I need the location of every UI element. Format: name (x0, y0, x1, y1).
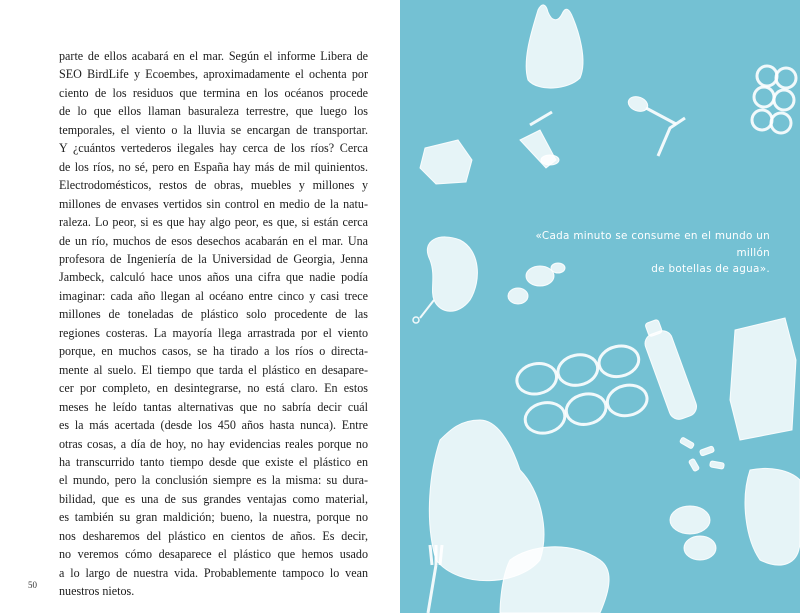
pull-quote (510, 228, 770, 278)
text-line: Jambeck, calculó hace unos años una cifra que nadie podía (59, 270, 368, 285)
text-line: ciento de los residuos que termina en los océanos procede (59, 85, 368, 100)
text-line: de un río, muchos de esos desechos acabarán en el mar. Una (59, 233, 368, 248)
text-line: de los ríos, no sé, pero en España hay más de mil quinientos. (59, 159, 368, 174)
balloon-icon (413, 237, 477, 323)
text-line: es también su gran maldición; bueno, la nuestra, porque no (59, 510, 368, 525)
water-jug-icon (500, 547, 609, 613)
text-line: a lo largo de nuestra vida. Probablemente tampoco lo vean (59, 565, 368, 580)
food-container-icon (730, 318, 796, 440)
pull-quote-line: «Cada minuto se consume en el mundo un millón (535, 230, 770, 259)
text-line: bilidad, que es una de sus grandes ventajas como material, (59, 491, 368, 506)
text-line: millones de toneladas de plástico solo procedente de las (59, 307, 368, 322)
text-line: temporales, el viento o la lluvia se encargan de transportar. (59, 122, 368, 137)
text-line: de lo que ellos llaman basuraleza terrestre, que luego los (59, 104, 368, 119)
plastic-bag-icon (526, 5, 583, 88)
text-line: es la más acertada (desde los 450 años hasta nunca). Entre (59, 418, 368, 433)
bottle-cap-pile-icon (670, 506, 716, 560)
text-line: nuestros nietos. (59, 584, 135, 599)
bent-straw-icon (658, 118, 685, 156)
text-line: SEO BirdLife y Ecoembes, aproximadamente el ochenta por (59, 67, 368, 82)
text-line: otras cosas, a día de hoy, no hay evidencias reales porque no (59, 436, 368, 451)
pull-quote-line: de botellas de agua». (651, 263, 770, 275)
cigarette-butts-icon (679, 437, 724, 472)
plastic-fork-icon (428, 545, 442, 613)
text-line: meses he leído tantas alternativas que no sabría decir cuál (59, 399, 368, 414)
text-line: Y ¿cuántos vertederos ilegales hay cerca de los ríos? Cerca (59, 141, 368, 156)
body-text (59, 47, 368, 601)
text-line: raleza. Lo peor, si es que hay algo peor, es que, si están cerca (59, 215, 368, 230)
text-line: ha transcurrido tanto tiempo desde que existe el plástico en (59, 454, 368, 469)
drinking-straw-icon (520, 112, 559, 168)
crumpled-wrapper-icon (420, 140, 472, 184)
text-line: no veremos cómo desaparece el plástico que hemos usado (59, 547, 368, 562)
six-pack-ring-icon (514, 342, 650, 436)
text-line: nos desharemos del plástico en cientos de años. Es decir, (59, 528, 368, 543)
text-line: porque, en muchos casos, se ha tirado a los ríos o directa- (59, 344, 368, 359)
six-pack-ring-icon (752, 66, 796, 133)
text-line: mente al suelo. El tiempo que tarda el plástico en desapare- (59, 362, 368, 377)
text-line: millones de envases vertidos sin control en medio de la natu- (59, 196, 368, 211)
page-number: 50 (28, 580, 37, 590)
plastic-bottle-icon (638, 317, 699, 422)
text-line: el mundo, pero la conclusión siempre es la misma: su dura- (59, 473, 368, 488)
right-page (400, 0, 800, 613)
plastic-spoon-icon (626, 94, 676, 124)
text-line: profesora de Ingeniería de la Universidad de Georgia, Jenna (59, 251, 368, 266)
plastic-bag-icon (745, 468, 800, 565)
text-line: Electrodomésticos, restos de obras, muebles y millones y (59, 178, 368, 193)
text-line: imaginar: cada año llegan al océano entre cinco y casi trece (59, 288, 368, 303)
plastic-waste-illustration (400, 0, 800, 613)
text-line: cer por completo, en desintegrarse, no está claro. En estos (59, 381, 368, 396)
text-line: parte de ellos acabará en el mar. Según el informe Libera de (59, 49, 368, 63)
text-line: regiones costeras. La mayoría llega arrastrada por el viento (59, 325, 368, 340)
